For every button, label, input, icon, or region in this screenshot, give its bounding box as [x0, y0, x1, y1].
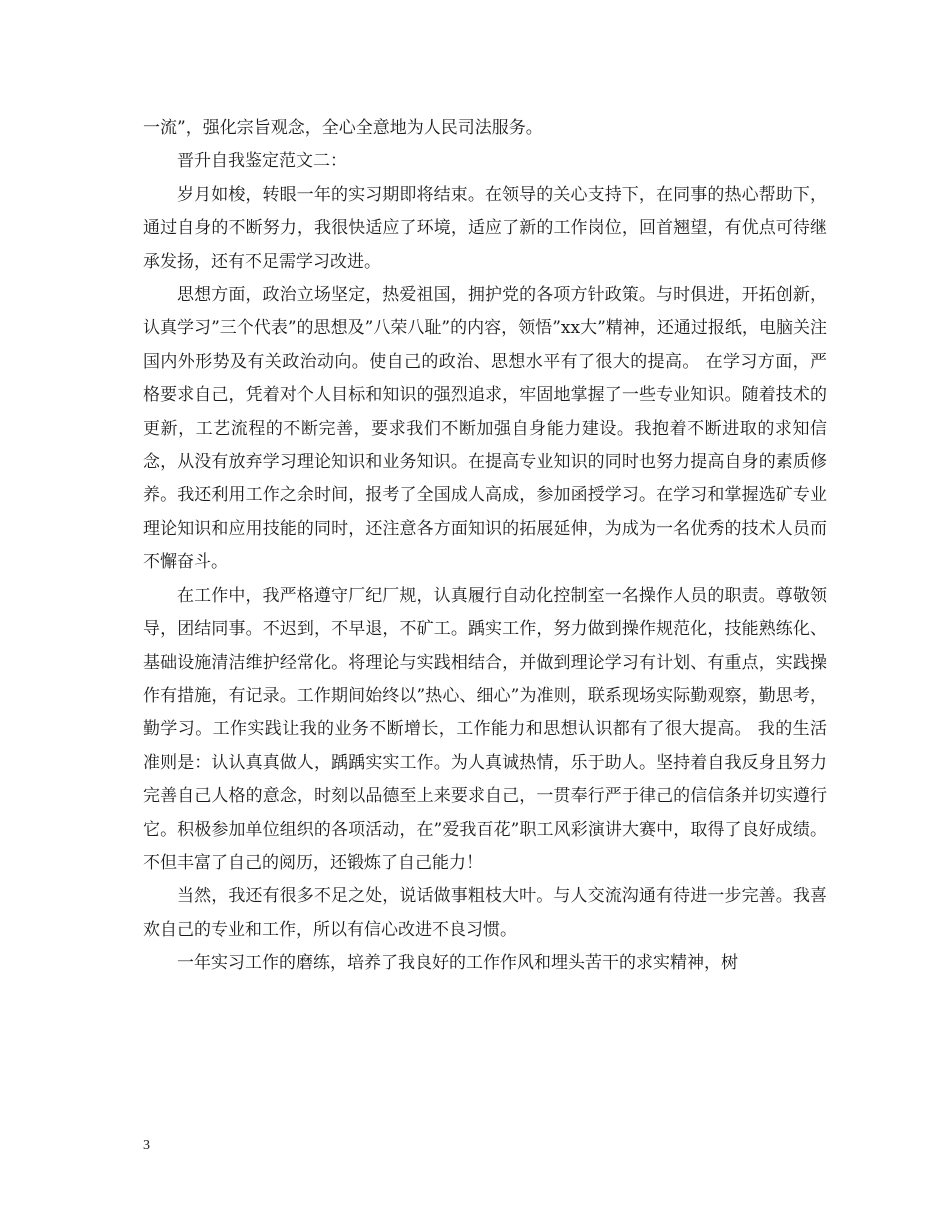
document-body [143, 112, 827, 981]
page-number: 3 [143, 1138, 150, 1153]
paragraph: 在工作中，我严格遵守厂纪厂规，认真履行自动化控制室一名操作人员的职责。尊敬领导，团结同事。不迟到，不早退，不矿工。踽实工作，努力做到操作规范化，技能熟练化、基础设施清洁维护经常化。将理论与实践相结合，并做到理论学习有计划、有重点，实践操作有措施，有记录。工作期间始终以”热心、细心”为准则，联系现场实际勤观察，勤思考，勤学习。工作实践让我的业务不断增长，工作能力和思想认识都有了很大提高。 我的生活准则是：认认真真做人，踽踽实实工作。为人真诚热情，乐于助人。坚持着自我反身且努力完善自己人格的意念，时刻以品德至上来要求自己，一贯奉行严于律己的信信条并切实遵行它。积极参加单位组织的各项活动，在”爱我百花”职工风彩演讲大赛中，取得了良好成绩。不但丰富了自己的阅历，还锻炼了自己能力！ [143, 585, 827, 873]
paragraph: 一年实习工作的磨练，培养了我良好的工作作风和埋头苦干的求实精神，树 [177, 953, 738, 974]
paragraph: 岁月如梭，转眼一年的实习期即将结束。在领导的关心支持下，在同事的热心帮助下，通过自身的不断努力，我很快适应了环境，适应了新的工作岗位，回首翘望，有优点可待继承发扬，还有不足需学习改进。 [143, 184, 827, 272]
paragraph: 思想方面，政治立场坚定，热爱祖国，拥护党的各项方针政策。与时俱进，开拓创新，认真学习”三个代表”的思想及”八荣八耻”的内容，领悟”xx大”精神，还通过报纸，电脑关注国内外形势及有关政治动向。使自己的政治、思想水平有了很大的提高。 在学习方面，严格要求自己，凭着对个人目标和知识的强烈追求，牢固地掌握了一些专业知识。随着技术的更新，工艺流程的不断完善，要求我们不断加强自身能力建设。我抱着不断进取的求知信念，从没有放弃学习理论知识和业务知识。在提高专业知识的同时也努力提高自身的素质修养。我还利用工作之余时间，报考了全国成人高成，参加函授学习。在学习和掌握选矿专业理论知识和应用技能的同时，还注意各方面知识的拓展延伸，为成为一名优秀的技术人员而不懈奋斗。 [143, 285, 827, 573]
paragraph: 当然，我还有很多不足之处，说话做事粗枝大叶。与人交流沟通有待进一步完善。我喜欢自己的专业和工作，所以有信心改进不良习惯。 [143, 886, 827, 940]
paragraph-continuation: 一流”，强化宗旨观念，全心全意地为人民司法服务。 [143, 118, 543, 138]
section-heading: 晋升自我鉴定范文二： [177, 151, 347, 172]
